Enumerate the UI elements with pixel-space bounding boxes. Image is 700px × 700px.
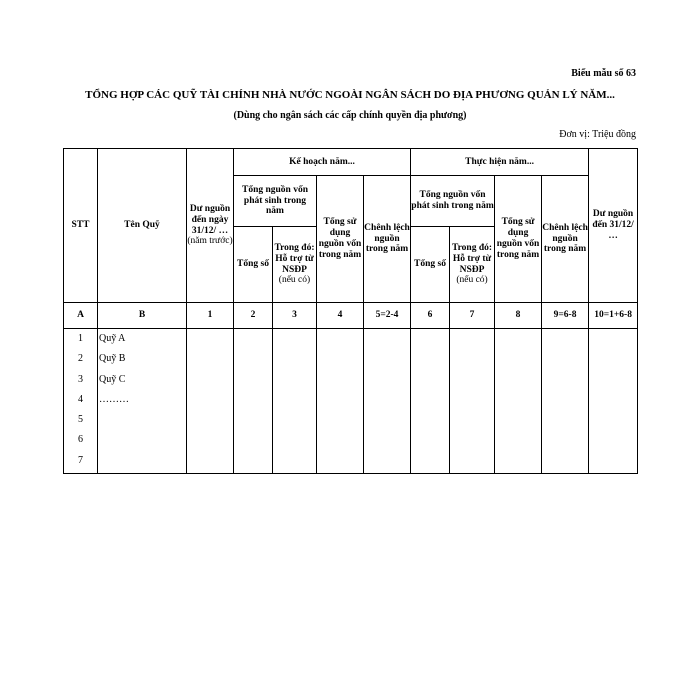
plan-total-header: Tổng số bbox=[234, 227, 273, 303]
empty-cell bbox=[542, 329, 589, 474]
index-cell: 2 bbox=[234, 303, 273, 329]
empty-cell bbox=[364, 329, 411, 474]
plan-total-sources-header: Tổng nguồn vốn phát sinh trong năm bbox=[234, 176, 317, 227]
document-title: TỔNG HỢP CÁC QUỸ TÀI CHÍNH NHÀ NƯỚC NGOÀI NGÂN SÁCH DO ĐỊA PHƯƠNG QUẢN LÝ NĂM... bbox=[85, 89, 615, 101]
header-opening-balance bbox=[187, 149, 234, 303]
empty-cell bbox=[450, 329, 495, 474]
index-cell: 10=1+6-8 bbox=[589, 303, 638, 329]
empty-cell bbox=[317, 329, 364, 474]
row-stt: 1 bbox=[78, 333, 83, 344]
header-plan-group: Kế hoạch năm... bbox=[234, 149, 411, 176]
actual-total-header: Tổng số bbox=[411, 227, 450, 303]
index-cell: 7 bbox=[450, 303, 495, 329]
actual-total-sources-header: Tổng nguồn vốn phát sinh trong năm bbox=[411, 176, 495, 227]
row-stt: 5 bbox=[78, 414, 83, 426]
plan-total-use-header: Tổng sử dụng nguồn vốn trong năm bbox=[317, 176, 364, 303]
header-stt: STT bbox=[64, 149, 98, 303]
fund-summary-table bbox=[63, 148, 638, 474]
row-stt: 3 bbox=[78, 373, 83, 385]
header-closing-balance: Dư nguồn đến 31/12/ … bbox=[589, 149, 638, 303]
empty-cell bbox=[495, 329, 542, 474]
row-fund-name bbox=[98, 451, 186, 471]
row-fund-name: ……… bbox=[99, 393, 129, 405]
empty-cell bbox=[234, 329, 273, 474]
row-stt: 6 bbox=[78, 434, 83, 446]
empty-cell bbox=[411, 329, 450, 474]
plan-of-which-header bbox=[273, 227, 317, 303]
opening-balance-label: Dư nguồn đến ngày 31/12/ … bbox=[189, 203, 231, 236]
fund-name-column bbox=[98, 329, 187, 474]
plan-of-which-label: Trong đó: Hỗ trợ từ NSĐP bbox=[274, 242, 315, 275]
actual-of-which-note: (nếu có) bbox=[456, 275, 488, 286]
header-fund-name: Tên Quỹ bbox=[98, 149, 187, 303]
empty-cell bbox=[273, 329, 317, 474]
row-fund-name bbox=[98, 430, 186, 450]
plan-difference-header: Chênh lệch nguồn trong năm bbox=[364, 176, 411, 303]
row-fund-name: Quỹ B bbox=[99, 353, 126, 365]
row-stt: 2 bbox=[78, 353, 83, 365]
actual-total-use-header: Tổng sử dụng nguồn vốn trong năm bbox=[495, 176, 542, 303]
row-fund-name: Quỹ A bbox=[99, 333, 126, 344]
empty-cell bbox=[589, 329, 638, 474]
index-cell: B bbox=[98, 303, 187, 329]
unit-label: Đơn vị: Triệu đồng bbox=[559, 129, 636, 140]
index-cell: 3 bbox=[273, 303, 317, 329]
opening-balance-note: (năm trước) bbox=[187, 236, 233, 247]
index-cell: 4 bbox=[317, 303, 364, 329]
empty-cell bbox=[187, 329, 234, 474]
stt-column bbox=[64, 329, 98, 474]
index-cell: 1 bbox=[187, 303, 234, 329]
actual-difference-header: Chênh lệch nguồn trong năm bbox=[542, 176, 589, 303]
table-body-row bbox=[64, 329, 638, 474]
actual-of-which-header bbox=[450, 227, 495, 303]
index-cell: 8 bbox=[495, 303, 542, 329]
document-subtitle: (Dùng cho ngân sách các cấp chính quyền địa phương) bbox=[233, 110, 467, 121]
row-stt: 4 bbox=[78, 393, 83, 405]
index-cell: 6 bbox=[411, 303, 450, 329]
row-fund-name: Quỹ C bbox=[99, 373, 126, 385]
index-cell: 5=2-4 bbox=[364, 303, 411, 329]
plan-of-which-note: (nếu có) bbox=[278, 275, 311, 286]
index-cell: 9=6-8 bbox=[542, 303, 589, 329]
header-actual-group: Thực hiện năm... bbox=[411, 149, 589, 176]
actual-of-which-label: Trong đó: Hỗ trợ từ NSĐP bbox=[452, 242, 493, 275]
row-fund-name bbox=[98, 410, 186, 430]
form-number: Biểu mẫu số 63 bbox=[571, 68, 636, 79]
row-stt: 7 bbox=[78, 454, 83, 466]
index-cell: A bbox=[64, 303, 98, 329]
